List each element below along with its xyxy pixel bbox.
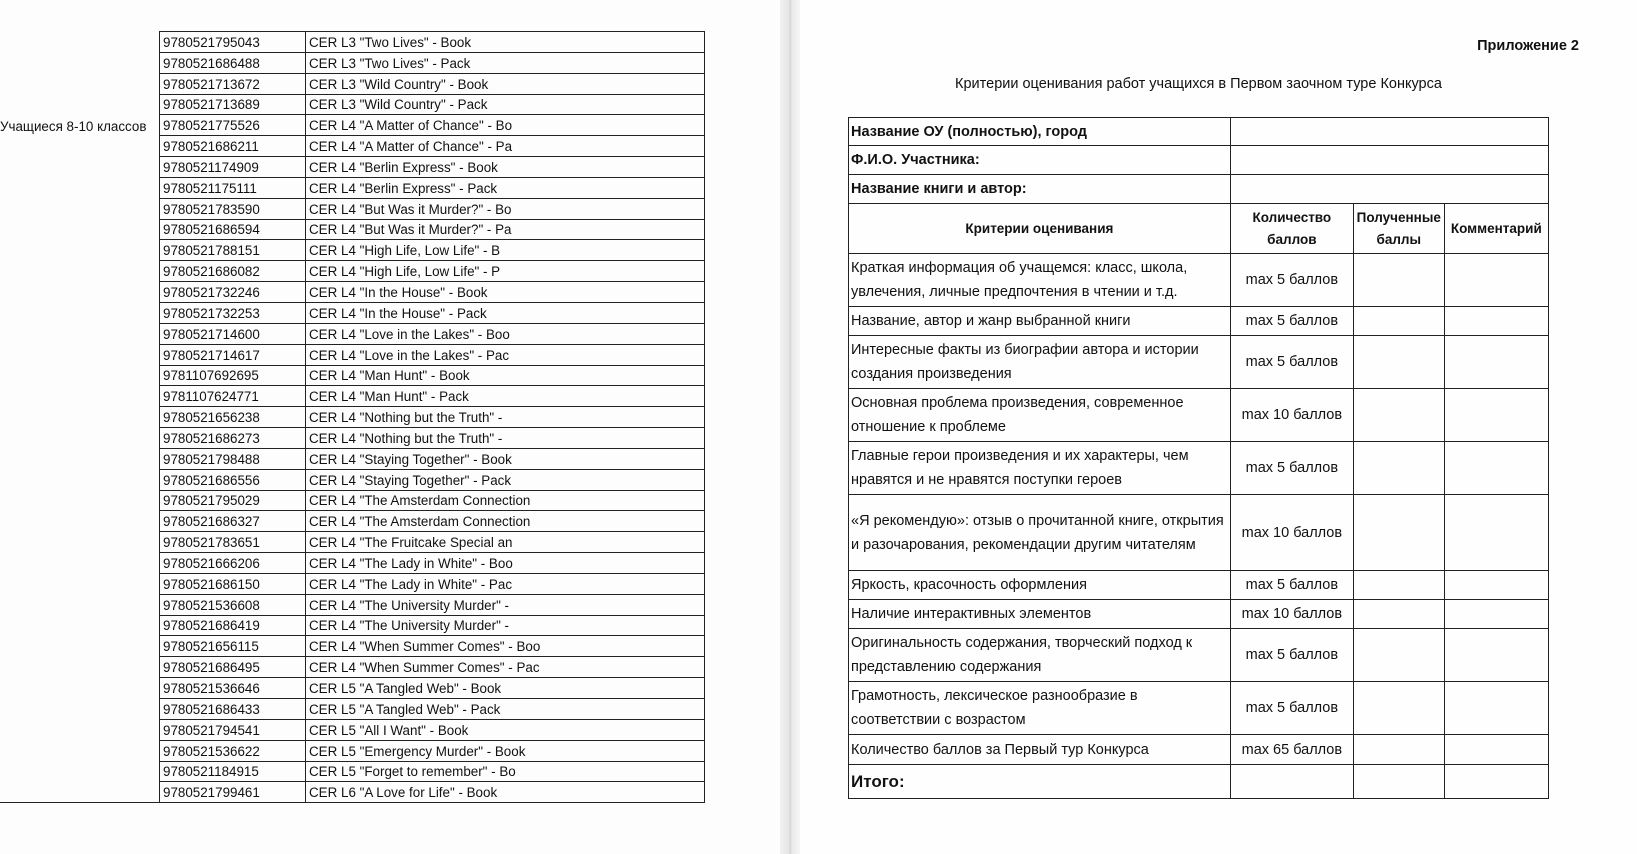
book-catalogue-table — [0, 31, 705, 803]
group-cell — [0, 615, 160, 636]
header-criteria: Критерии оценивания — [849, 204, 1231, 254]
criteria-max-points: max 5 баллов — [1230, 442, 1353, 495]
group-cell — [0, 553, 160, 574]
catalogue-row — [0, 136, 705, 157]
group-cell — [0, 198, 160, 219]
catalogue-row — [0, 657, 705, 678]
criteria-max-points: max 5 баллов — [1230, 307, 1353, 336]
title-cell: CER L4 "Berlin Express" - Pack — [306, 177, 705, 198]
left-page — [0, 0, 780, 854]
catalogue-row — [0, 219, 705, 240]
catalogue-row — [0, 240, 705, 261]
group-cell — [0, 761, 160, 782]
title-cell: CER L4 "The University Murder" - — [306, 594, 705, 615]
isbn-cell: 9780521714617 — [160, 344, 306, 365]
info-row-school — [849, 118, 1549, 146]
comment-cell[interactable] — [1444, 336, 1548, 389]
catalogue-row — [0, 32, 705, 53]
isbn-cell: 9780521798488 — [160, 448, 306, 469]
catalogue-row — [0, 532, 705, 553]
group-cell — [0, 719, 160, 740]
isbn-cell: 9780521536622 — [160, 740, 306, 761]
catalogue-row — [0, 177, 705, 198]
title-cell: CER L4 "Love in the Lakes" - Pac — [306, 344, 705, 365]
criteria-text: Грамотность, лексическое разнообразие в соответствии с возрастом — [849, 682, 1231, 735]
received-points-cell[interactable] — [1353, 735, 1444, 765]
group-cell — [0, 490, 160, 511]
title-cell: CER L3 "Two Lives" - Pack — [306, 52, 705, 73]
evaluation-form-table — [848, 117, 1549, 799]
title-cell: CER L4 "A Matter of Chance" - Bo — [306, 115, 705, 136]
criteria-max-points: max 5 баллов — [1230, 682, 1353, 735]
header-comment: Комментарий — [1444, 204, 1548, 254]
group-cell — [0, 344, 160, 365]
criteria-max-points: max 10 баллов — [1230, 600, 1353, 629]
right-page — [800, 0, 1637, 854]
info-row-book — [849, 175, 1549, 204]
catalogue-row — [0, 115, 705, 136]
title-cell: CER L5 "Forget to remember" - Bo — [306, 761, 705, 782]
isbn-cell: 9780521536608 — [160, 594, 306, 615]
total-received-cell[interactable] — [1353, 765, 1444, 799]
isbn-cell: 9781107624771 — [160, 386, 306, 407]
group-cell — [0, 469, 160, 490]
isbn-cell: 9780521686082 — [160, 261, 306, 282]
group-cell — [0, 532, 160, 553]
received-points-cell[interactable] — [1353, 336, 1444, 389]
isbn-cell: 9780521686594 — [160, 219, 306, 240]
criteria-text: Интересные факты из биографии автора и истории создания произведения — [849, 336, 1231, 389]
criteria-text: Краткая информация об учащемся: класс, школа, увлечения, личные предпочтения в чтении и т.д. — [849, 254, 1231, 307]
comment-cell[interactable] — [1444, 682, 1548, 735]
criteria-title: Критерии оценивания работ учащихся в Первом заочном туре Конкурса — [955, 76, 1442, 92]
catalogue-row — [0, 490, 705, 511]
catalogue-row — [0, 740, 705, 761]
group-cell — [0, 240, 160, 261]
criteria-text: Наличие интерактивных элементов — [849, 600, 1231, 629]
isbn-cell: 9780521795043 — [160, 32, 306, 53]
isbn-cell: 9780521686150 — [160, 573, 306, 594]
catalogue-row — [0, 365, 705, 386]
catalogue-row — [0, 407, 705, 428]
catalogue-row — [0, 198, 705, 219]
criteria-row — [849, 600, 1549, 629]
criteria-row — [849, 495, 1549, 571]
comment-cell[interactable] — [1444, 629, 1548, 682]
received-points-cell[interactable] — [1353, 629, 1444, 682]
info-label-school: Название ОУ (полностью), город — [849, 118, 1231, 146]
catalogue-row — [0, 448, 705, 469]
catalogue-body — [0, 32, 705, 803]
isbn-cell: 9780521666206 — [160, 553, 306, 574]
isbn-cell: 9780521686556 — [160, 469, 306, 490]
catalogue-row — [0, 261, 705, 282]
title-cell: CER L4 "Staying Together" - Book — [306, 448, 705, 469]
isbn-cell: 9780521788151 — [160, 240, 306, 261]
criteria-text: Яркость, красочность оформления — [849, 571, 1231, 600]
title-cell: CER L3 "Wild Country" - Pack — [306, 94, 705, 115]
criteria-max-points: max 5 баллов — [1230, 254, 1353, 307]
catalogue-row — [0, 323, 705, 344]
group-cell — [0, 32, 160, 53]
catalogue-row — [0, 428, 705, 449]
criteria-max-points: max 5 баллов — [1230, 336, 1353, 389]
header-row — [849, 204, 1549, 254]
group-cell — [0, 699, 160, 720]
comment-cell[interactable] — [1444, 600, 1548, 629]
group-cell — [0, 219, 160, 240]
isbn-cell: 9780521175111 — [160, 177, 306, 198]
title-cell: CER L4 "High Life, Low Life" - P — [306, 261, 705, 282]
title-cell: CER L4 "High Life, Low Life" - B — [306, 240, 705, 261]
title-cell: CER L4 "The Amsterdam Connection — [306, 490, 705, 511]
catalogue-row — [0, 94, 705, 115]
title-cell: CER L5 "Emergency Murder" - Book — [306, 740, 705, 761]
group-cell — [0, 94, 160, 115]
criteria-row — [849, 735, 1549, 765]
catalogue-row — [0, 636, 705, 657]
appendix-label: Приложение 2 — [1477, 38, 1579, 54]
title-cell: CER L4 "Berlin Express" - Book — [306, 157, 705, 178]
isbn-cell: 9780521714600 — [160, 323, 306, 344]
received-points-cell[interactable] — [1353, 307, 1444, 336]
received-points-cell[interactable] — [1353, 254, 1444, 307]
title-cell: CER L4 "Staying Together" - Pack — [306, 469, 705, 490]
catalogue-row — [0, 594, 705, 615]
total-label: Итого: — [849, 765, 1231, 799]
comment-cell[interactable] — [1444, 389, 1548, 442]
isbn-cell: 9780521794541 — [160, 719, 306, 740]
group-cell — [0, 323, 160, 344]
isbn-cell: 9780521732253 — [160, 302, 306, 323]
criteria-text: Основная проблема произведения, современное отношение к проблеме — [849, 389, 1231, 442]
group-cell — [0, 302, 160, 323]
criteria-row — [849, 307, 1549, 336]
title-cell: CER L4 "The Fruitcake Special an — [306, 532, 705, 553]
title-cell: CER L4 "But Was it Murder?" - Pa — [306, 219, 705, 240]
received-points-cell[interactable] — [1353, 682, 1444, 735]
catalogue-row — [0, 553, 705, 574]
info-label-book: Название книги и автор: — [849, 175, 1231, 204]
title-cell: CER L4 "In the House" - Book — [306, 282, 705, 303]
isbn-cell: 9780521536646 — [160, 678, 306, 699]
isbn-cell: 9780521174909 — [160, 157, 306, 178]
group-cell — [0, 177, 160, 198]
criteria-row — [849, 336, 1549, 389]
group-cell — [0, 573, 160, 594]
title-cell: CER L3 "Wild Country" - Book — [306, 73, 705, 94]
title-cell: CER L5 "All I Want" - Book — [306, 719, 705, 740]
criteria-row — [849, 629, 1549, 682]
group-cell — [0, 594, 160, 615]
title-cell: CER L6 "A Love for Life" - Book — [306, 782, 705, 803]
title-cell: CER L4 "When Summer Comes" - Pac — [306, 657, 705, 678]
isbn-cell: 9780521686495 — [160, 657, 306, 678]
header-points: Количество баллов — [1230, 204, 1353, 254]
isbn-cell: 9780521686327 — [160, 511, 306, 532]
isbn-cell: 9780521783651 — [160, 532, 306, 553]
isbn-cell: 9780521795029 — [160, 490, 306, 511]
catalogue-row — [0, 344, 705, 365]
catalogue-row — [0, 782, 705, 803]
group-cell — [0, 428, 160, 449]
received-points-cell[interactable] — [1353, 571, 1444, 600]
isbn-cell: 9781107692695 — [160, 365, 306, 386]
isbn-cell: 9780521686211 — [160, 136, 306, 157]
received-points-cell[interactable] — [1353, 600, 1444, 629]
catalogue-row — [0, 469, 705, 490]
isbn-cell: 9780521686433 — [160, 699, 306, 720]
group-cell — [0, 511, 160, 532]
info-field-book[interactable] — [1230, 175, 1548, 204]
group-cell — [0, 407, 160, 428]
page-gutter — [780, 0, 800, 854]
isbn-cell: 9780521686488 — [160, 52, 306, 73]
header-received: Полученные баллы — [1353, 204, 1444, 254]
title-cell: CER L4 "Love in the Lakes" - Boo — [306, 323, 705, 344]
total-row — [849, 765, 1549, 799]
catalogue-row — [0, 511, 705, 532]
criteria-text: Название, автор и жанр выбранной книги — [849, 307, 1231, 336]
total-points-cell — [1230, 765, 1353, 799]
catalogue-row — [0, 699, 705, 720]
isbn-cell: 9780521656238 — [160, 407, 306, 428]
comment-cell[interactable] — [1444, 495, 1548, 571]
group-cell — [0, 678, 160, 699]
comment-cell[interactable] — [1444, 307, 1548, 336]
group-cell — [0, 386, 160, 407]
title-cell: CER L4 "A Matter of Chance" - Pa — [306, 136, 705, 157]
title-cell: CER L4 "Nothing but the Truth" - — [306, 428, 705, 449]
group-cell — [0, 740, 160, 761]
title-cell: CER L4 "Nothing but the Truth" - — [306, 407, 705, 428]
title-cell: CER L4 "The Lady in White" - Pac — [306, 573, 705, 594]
isbn-cell: 9780521713689 — [160, 94, 306, 115]
criteria-text: Главные герои произведения и их характеры, чем нравятся и не нравятся поступки героев — [849, 442, 1231, 495]
group-cell — [0, 157, 160, 178]
isbn-cell: 9780521184915 — [160, 761, 306, 782]
catalogue-row — [0, 157, 705, 178]
criteria-row — [849, 442, 1549, 495]
total-comment-cell[interactable] — [1444, 765, 1548, 799]
catalogue-row — [0, 615, 705, 636]
criteria-row — [849, 571, 1549, 600]
group-cell — [0, 636, 160, 657]
catalogue-row — [0, 302, 705, 323]
criteria-text: «Я рекомендую»: отзыв о прочитанной книге, открытия и разочарования, рекомендации другим читателям — [849, 495, 1231, 571]
title-cell: CER L4 "But Was it Murder?" - Bo — [306, 198, 705, 219]
isbn-cell: 9780521783590 — [160, 198, 306, 219]
received-points-cell[interactable] — [1353, 442, 1444, 495]
catalogue-row — [0, 761, 705, 782]
criteria-max-points: max 10 баллов — [1230, 495, 1353, 571]
criteria-row — [849, 254, 1549, 307]
criteria-max-points: max 5 баллов — [1230, 571, 1353, 600]
catalogue-row — [0, 573, 705, 594]
isbn-cell: 9780521686419 — [160, 615, 306, 636]
info-field-school[interactable] — [1230, 118, 1548, 146]
criteria-row — [849, 389, 1549, 442]
info-label-participant: Ф.И.О. Участника: — [849, 146, 1231, 175]
isbn-cell: 9780521713672 — [160, 73, 306, 94]
title-cell: CER L4 "In the House" - Pack — [306, 302, 705, 323]
group-cell — [0, 448, 160, 469]
catalogue-row — [0, 719, 705, 740]
criteria-text: Оригинальность содержания, творческий подход к представлению содержания — [849, 629, 1231, 682]
comment-cell[interactable] — [1444, 442, 1548, 495]
title-cell: CER L5 "A Tangled Web" - Pack — [306, 699, 705, 720]
title-cell: CER L4 "The Amsterdam Connection — [306, 511, 705, 532]
isbn-cell: 9780521775526 — [160, 115, 306, 136]
criteria-text: Количество баллов за Первый тур Конкурса — [849, 735, 1231, 765]
criteria-max-points: max 5 баллов — [1230, 629, 1353, 682]
info-row-participant — [849, 146, 1549, 175]
title-cell: CER L4 "Man Hunt" - Book — [306, 365, 705, 386]
isbn-cell: 9780521686273 — [160, 428, 306, 449]
title-cell: CER L5 "A Tangled Web" - Book — [306, 678, 705, 699]
criteria-body — [849, 254, 1549, 765]
catalogue-row — [0, 678, 705, 699]
group-cell — [0, 136, 160, 157]
group-cell — [0, 73, 160, 94]
catalogue-row — [0, 282, 705, 303]
isbn-cell: 9780521732246 — [160, 282, 306, 303]
catalogue-row — [0, 73, 705, 94]
title-cell: CER L4 "When Summer Comes" - Boo — [306, 636, 705, 657]
title-cell: CER L4 "The Lady in White" - Boo — [306, 553, 705, 574]
comment-cell[interactable] — [1444, 571, 1548, 600]
isbn-cell: 9780521656115 — [160, 636, 306, 657]
comment-cell[interactable] — [1444, 735, 1548, 765]
catalogue-row — [0, 52, 705, 73]
criteria-max-points: max 10 баллов — [1230, 389, 1353, 442]
comment-cell[interactable] — [1444, 254, 1548, 307]
title-cell: CER L4 "Man Hunt" - Pack — [306, 386, 705, 407]
student-group-label: Учащиеся 8-10 классов — [0, 115, 160, 136]
received-points-cell[interactable] — [1353, 495, 1444, 571]
group-cell — [0, 52, 160, 73]
group-cell — [0, 282, 160, 303]
criteria-row — [849, 682, 1549, 735]
group-cell — [0, 782, 160, 803]
group-cell — [0, 657, 160, 678]
info-field-participant[interactable] — [1230, 146, 1548, 175]
received-points-cell[interactable] — [1353, 389, 1444, 442]
group-cell — [0, 261, 160, 282]
title-cell: CER L4 "The University Murder" - — [306, 615, 705, 636]
title-cell: CER L3 "Two Lives" - Book — [306, 32, 705, 53]
criteria-max-points: max 65 баллов — [1230, 735, 1353, 765]
group-cell — [0, 365, 160, 386]
isbn-cell: 9780521799461 — [160, 782, 306, 803]
catalogue-row — [0, 386, 705, 407]
